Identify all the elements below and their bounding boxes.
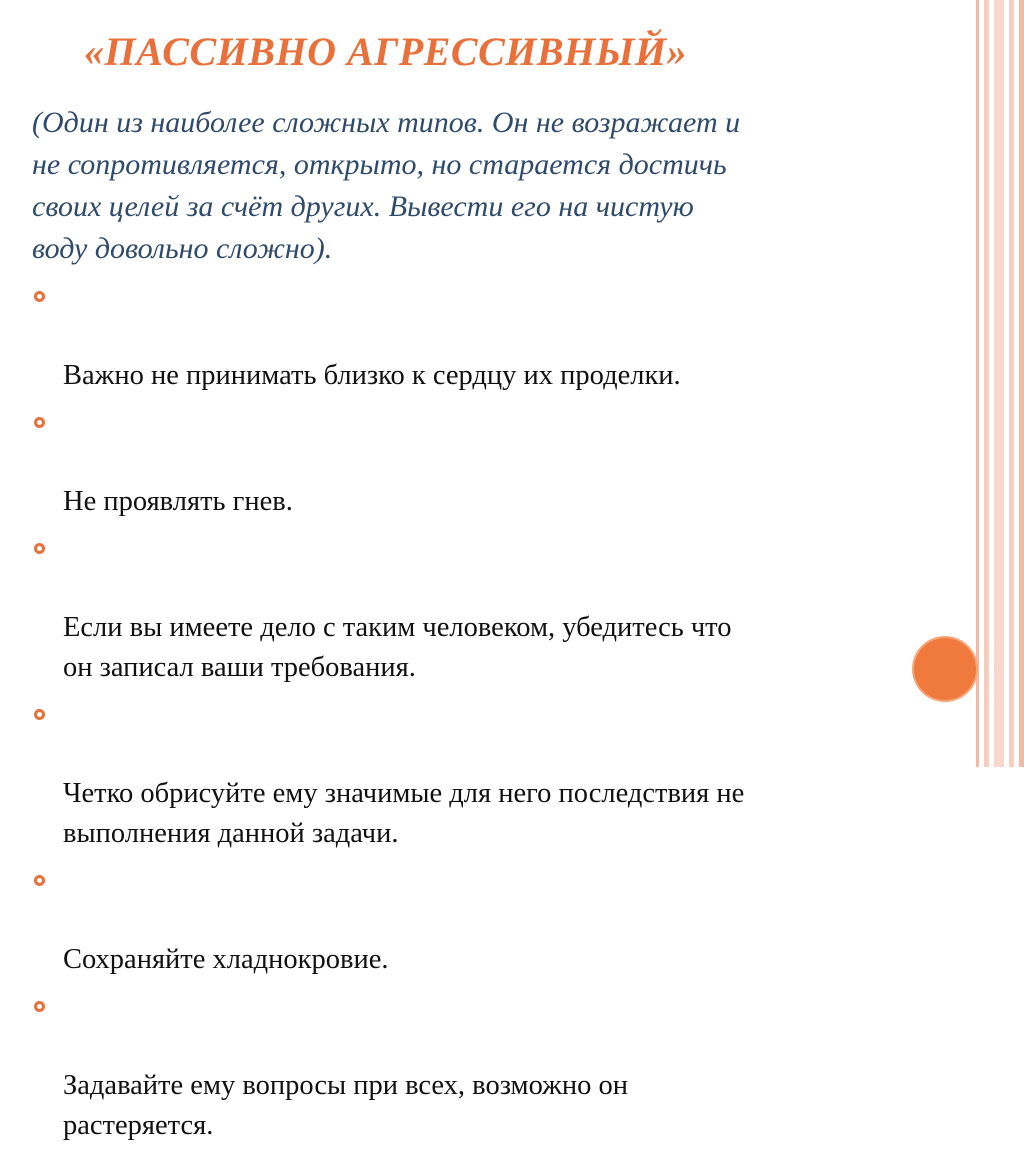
ring-bullet-icon	[34, 543, 45, 554]
bullet-item	[30, 402, 990, 522]
bullet-item	[30, 694, 990, 854]
side-stripe	[1009, 0, 1014, 767]
bullet-text: Сохраняйте хладнокровие.	[63, 944, 389, 975]
side-stripe	[1019, 0, 1024, 767]
bullet-item	[30, 276, 990, 396]
ring-bullet-icon	[34, 709, 45, 720]
bullet-text: Задавайте ему вопросы при всех, возможно он растеряется.	[63, 1070, 628, 1141]
bullet-item	[30, 860, 990, 980]
slide-title: «ПАССИВНО АГРЕССИВНЫЙ»	[84, 29, 688, 74]
ring-bullet-icon	[34, 1001, 45, 1012]
bullet-text: Не проявлять гнев.	[63, 486, 293, 517]
ring-bullet-icon	[34, 417, 45, 428]
bullet-text: Если вы имеете дело с таким человеком, убедитесь что он записал ваши требования.	[63, 612, 732, 683]
orange-circle-decoration	[914, 638, 976, 700]
ring-bullet-icon	[34, 875, 45, 886]
bullet-item	[30, 986, 990, 1146]
bullet-text: Важно не принимать близко к сердцу их проделки.	[63, 360, 681, 391]
ring-bullet-icon	[34, 291, 45, 302]
bullet-item	[30, 528, 990, 688]
side-stripe	[994, 0, 1004, 767]
intro-paragraph: (Один из наиболее сложных типов. Он не возражает и не сопротивляется, открыто, но старается достичь своих целей за счёт других. Вывести его на чистую воду довольно сложно).	[32, 106, 741, 265]
bullet-list	[30, 276, 990, 1152]
bullet-text: Четко обрисуйте ему значимые для него последствия не выполнения данной задачи.	[63, 778, 745, 849]
